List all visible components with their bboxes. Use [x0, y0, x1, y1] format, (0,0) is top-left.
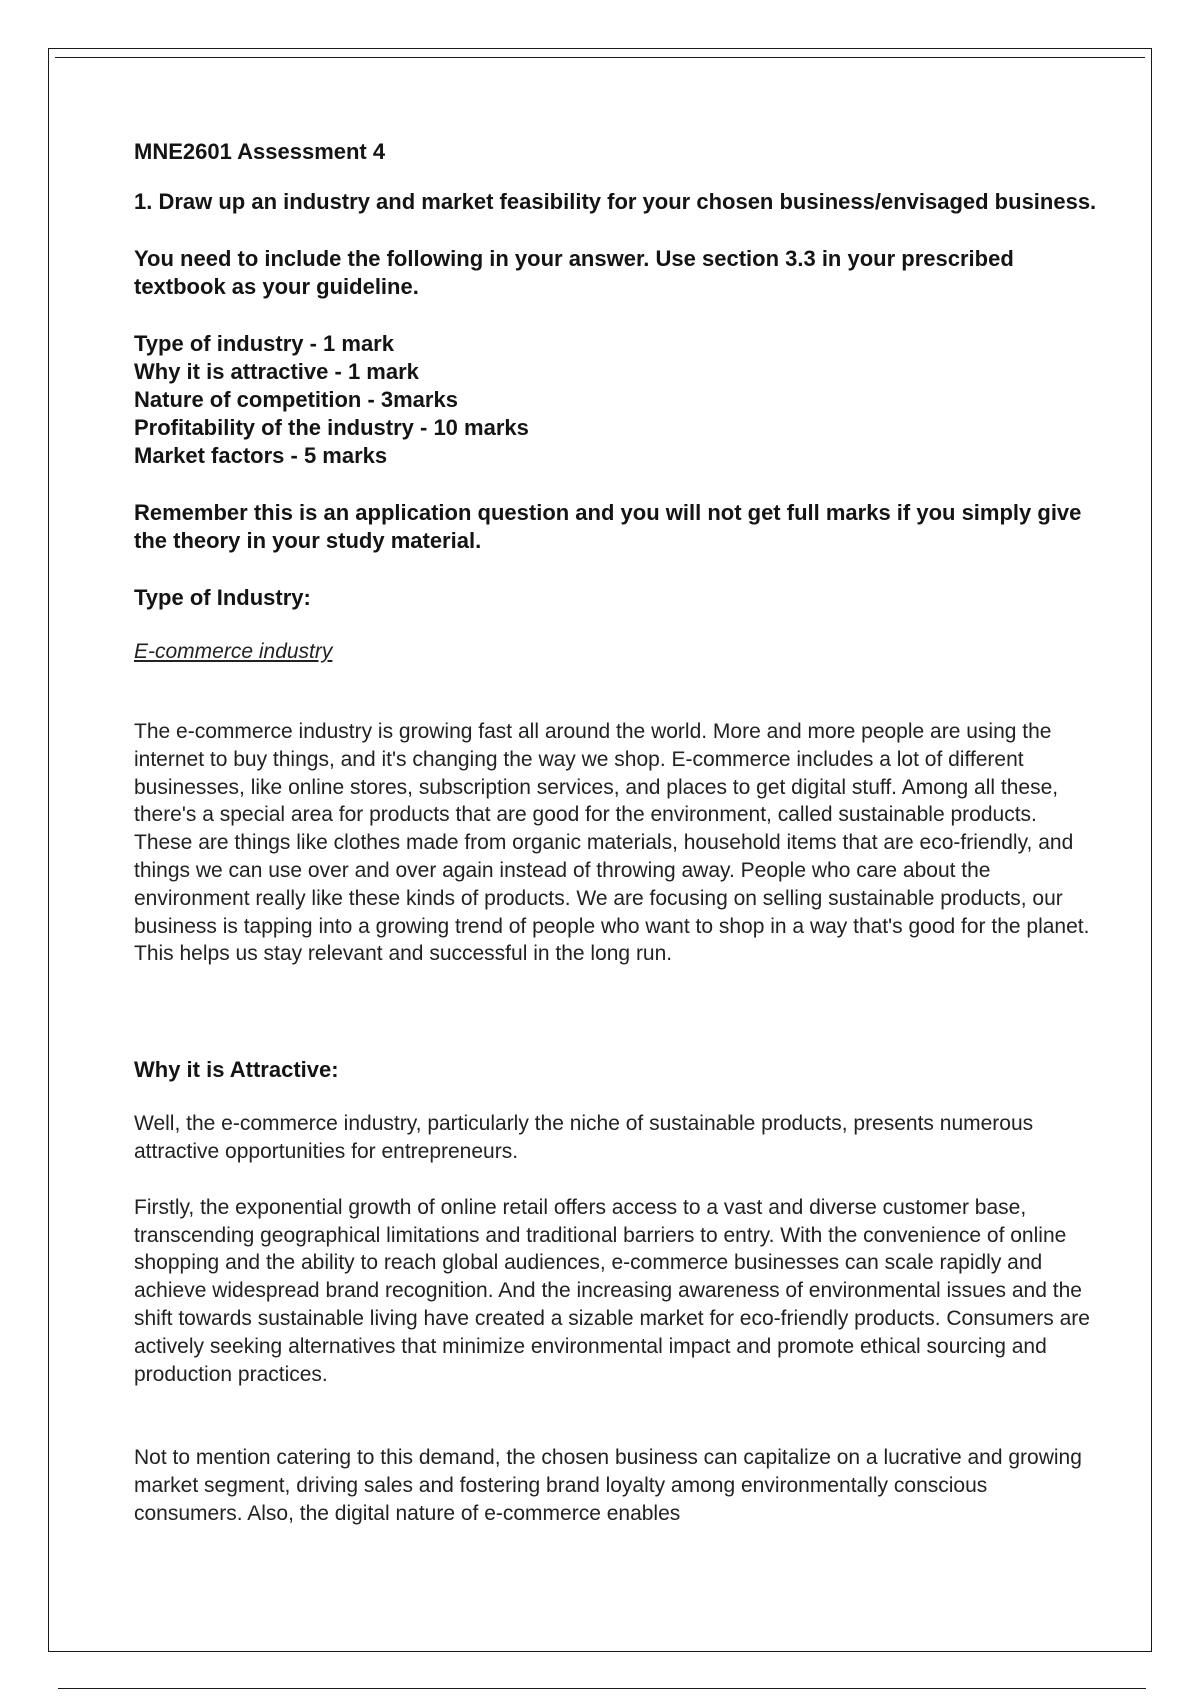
page-frame — [48, 48, 1152, 1652]
next-page-rule — [58, 1688, 1146, 1689]
attractive-continuation-paragraph: Not to mention catering to this demand, the chosen business can capitalize on a lucrative and growing market segment, driving sales and fostering brand loyalty among environmentally conscious consumers. Also, the digital nature of e-commerce enables — [134, 1446, 1082, 1525]
mark-item-market-factors: Market factors - 5 marks — [134, 443, 388, 468]
mark-item-type-of-industry: Type of industry - 1 mark — [134, 331, 394, 356]
mark-item-nature-of-competition: Nature of competition - 3marks — [134, 387, 458, 412]
why-attractive-heading: Why it is Attractive: — [134, 1057, 339, 1083]
instruction-text: You need to include the following in your answer. Use section 3.3 in your prescribed textbook as your guideline. — [134, 246, 1014, 299]
question-text: 1. Draw up an industry and market feasibility for your chosen business/envisaged business. — [134, 189, 1097, 214]
attractive-intro-paragraph: Well, the e-commerce industry, particularly the niche of sustainable products, presents numerous attractive opportunities for entrepreneurs. — [134, 1112, 1034, 1163]
document-title: MNE2601 Assessment 4 — [134, 139, 386, 164]
type-of-industry-heading: Type of Industry: — [134, 585, 311, 610]
mark-item-why-attractive: Why it is attractive - 1 mark — [134, 359, 419, 384]
top-rule — [55, 57, 1145, 58]
mark-allocation-list — [134, 330, 1099, 470]
mark-item-profitability: Profitability of the industry - 10 marks — [134, 415, 529, 440]
attractive-firstly-paragraph: Firstly, the exponential growth of online retail offers access to a vast and diverse customer base, transcending geographical limitations and traditional barriers to entry. With the convenience of online shopping and the ability to reach global audiences, e-commerce businesses can scale rapidly and achieve widespread brand recognition. And the increasing awareness of environmental issues and the shift towards sustainable living have created a sizable market for eco-friendly products. Consumers are actively seeking alternatives that minimize environmental impact and promote ethical sourcing and production practices. — [134, 1195, 1090, 1386]
industry-description: The e-commerce industry is growing fast all around the world. More and more people are using the internet to buy things, and it's changing the way we shop. E-commerce includes a lot of different businesses, like online stores, subscription services, and places to get digital stuff. Among all these, there's a special area for products that are good for the environment, called sustainable products. These are things like clothes made from organic materials, household items that are eco-friendly, and things we can use over and over again instead of throwing away. People who care about the environment really like these kinds of products. We are focusing on selling sustainable products, our business is tapping into a growing trend of people who want to shop in a way that's good for the planet. This helps us stay relevant and successful in the long run. — [134, 720, 1090, 966]
reminder-text: Remember this is an application question and you will not get full marks if you simply give the theory in your study material. — [134, 500, 1082, 553]
document-body — [134, 138, 1099, 1528]
industry-name: E-commerce industry — [134, 640, 333, 663]
